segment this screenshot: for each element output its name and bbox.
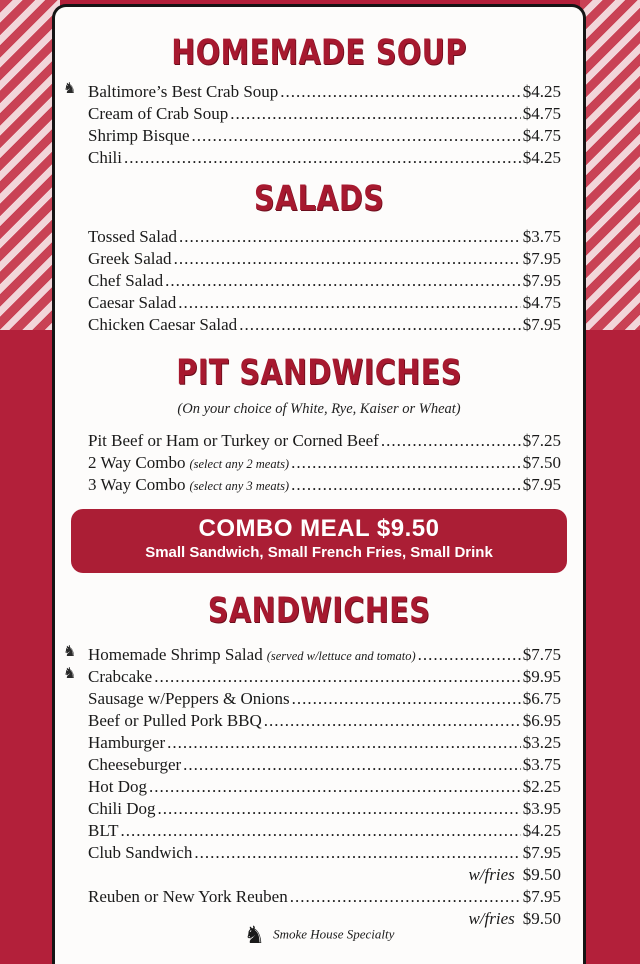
menu-item: Beef or Pulled Pork BBQ ..... $6.95 (88, 711, 561, 733)
menu-item: Sausage w/Peppers & Onions ..... $6.75 (88, 689, 561, 711)
specialty-icon: ♞ (63, 644, 77, 660)
stripe-decoration-right (580, 0, 640, 330)
menu-item: Pit Beef or Ham or Turkey or Corned Beef ..... $7.25 (88, 431, 561, 453)
menu-item: Cheeseburger ..... $3.75 (88, 755, 561, 777)
menu-item: Club Sandwich ..... $7.95 (88, 843, 561, 865)
combo-title: COMBO MEAL $9.50 (198, 515, 440, 542)
specialty-icon: ♞ (63, 81, 77, 97)
menu-card (52, 4, 586, 964)
specialty-icon: ♞ (63, 666, 77, 682)
with-fries-option: w/fries $9.50 (468, 909, 561, 928)
section-heading-salads: SALADS (253, 179, 385, 219)
legend-text: Smoke House Specialty (273, 926, 395, 942)
menu-item: Chili ..... $4.25 (88, 148, 561, 170)
menu-item: Reuben or New York Reuben ..... $7.95 (88, 887, 561, 909)
combo-detail: Small Sandwich, Small French Fries, Small Drink (145, 544, 493, 561)
menu-item: BLT ..... $4.25 (88, 821, 561, 843)
chef-pig-icon: ♞ (243, 923, 266, 949)
menu-item: Hamburger ..... $3.25 (88, 733, 561, 755)
section-heading-soup: HOMEMADE SOUP (171, 33, 467, 73)
menu-item: Chef Salad ..... $7.95 (88, 271, 561, 293)
menu-item: Chicken Caesar Salad ..... $7.95 (88, 315, 561, 337)
menu-item: Greek Salad ..... $7.95 (88, 249, 561, 271)
menu-item: Cream of Crab Soup ..... $4.75 (88, 104, 561, 126)
menu-item: Baltimore’s Best Crab Soup ..... $4.25 (88, 82, 561, 104)
menu-item: Shrimp Bisque ..... $4.75 (88, 126, 561, 148)
pit-subtitle: (On your choice of White, Rye, Kaiser or Wheat) (177, 401, 461, 417)
menu-item: Chili Dog ..... $3.95 (88, 799, 561, 821)
menu-item: 2 Way Combo (select any 2 meats) ..... $7.50 (88, 453, 561, 475)
combo-meal-banner (71, 509, 567, 573)
section-heading-pit-sandwiches: PIT SANDWICHES (176, 353, 462, 393)
legend (55, 921, 583, 950)
section-heading-sandwiches: SANDWICHES (207, 591, 431, 631)
menu-item: 3 Way Combo (select any 3 meats) ..... $7.95 (88, 475, 561, 497)
menu-item: Hot Dog ..... $2.25 (88, 777, 561, 799)
menu-item: Crabcake ..... $9.95 (88, 667, 561, 689)
menu-item: Tossed Salad ..... $3.75 (88, 227, 561, 249)
stripe-decoration-left (0, 0, 60, 330)
menu-item: Caesar Salad ..... $4.75 (88, 293, 561, 315)
menu-item: Homemade Shrimp Salad (served w/lettuce and tomato) ..... $7.75 (88, 645, 561, 667)
with-fries-option: w/fries $9.50 (468, 865, 561, 884)
